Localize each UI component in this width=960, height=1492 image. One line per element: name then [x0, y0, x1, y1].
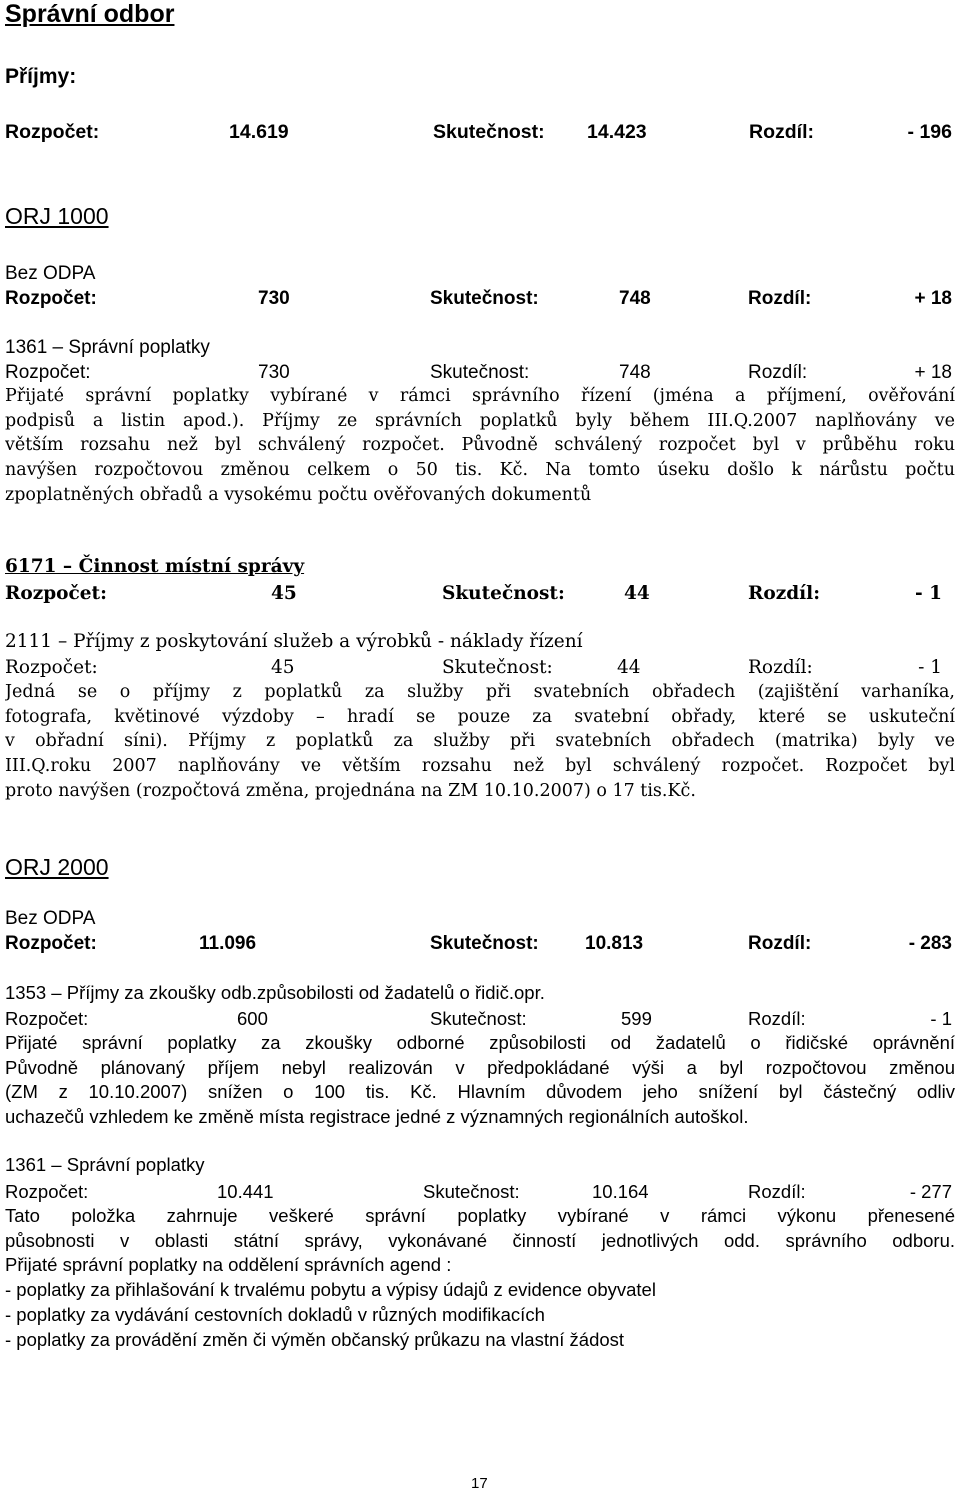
actual-value: 10.164 [592, 1181, 649, 1202]
list-item: - poplatky za přihlašování k trvalému pobytu a výpisy údajů z evidence obyvatel [5, 1279, 656, 1301]
actual-value: 748 [619, 362, 651, 383]
budget-value: 730 [258, 288, 290, 309]
item-6171-title: 6171 – Činnost místní správy [5, 556, 305, 577]
item-1353-row [5, 1008, 952, 1030]
budget-label: Rozpočet: [5, 362, 91, 383]
item-2111-title: 2111 – Příjmy z poskytování služeb a výrobků - náklady řízení [5, 631, 583, 652]
item-1361-row [5, 362, 952, 384]
budget-value: 14.619 [229, 121, 289, 143]
actual-value: 599 [621, 1008, 652, 1029]
orj2000-sub: Bez ODPA [5, 908, 96, 929]
actual-label: Skutečnost: [430, 288, 539, 309]
diff-value: - 196 [907, 121, 952, 143]
item-1361-b-title: 1361 – Správní poplatky [5, 1154, 205, 1175]
item-1361-title: 1361 – Správní poplatky [5, 337, 210, 358]
diff-value: - 1 [918, 657, 942, 678]
diff-label: Rozdíl: [748, 288, 812, 309]
diff-label: Rozdíl: [749, 121, 814, 143]
actual-label: Skutečnost: [442, 657, 553, 678]
budget-label: Rozpočet: [5, 933, 97, 954]
budget-value: 45 [271, 657, 295, 678]
diff-label: Rozdíl: [748, 1181, 806, 1202]
orj1000-sub: Bez ODPA [5, 263, 96, 284]
diff-value: + 18 [914, 288, 952, 309]
summary-row [5, 121, 952, 143]
budget-value: 45 [271, 583, 297, 604]
item-6171-totals [5, 583, 952, 605]
text-line: proto navýšen (rozpočtová změna, projednána na ZM 10.10.2007) o 17 tis.Kč. [5, 780, 696, 801]
actual-label: Skutečnost: [423, 1181, 520, 1202]
text-line: uchazečů vzhledem ke změně místa registrace jedné z významných regionálních autoškol. [5, 1106, 749, 1128]
text-line: působnosti v oblasti státní správy, vykonávané činností jednotlivých odd. správního odboru. [5, 1229, 955, 1251]
diff-value: - 1 [930, 1008, 952, 1029]
diff-value: + 18 [914, 362, 952, 383]
item-2111-row [5, 657, 952, 679]
actual-label: Skutečnost: [442, 583, 565, 604]
budget-label: Rozpočet: [5, 121, 100, 143]
text-line: fotografa, květinové výzdoby – hradí se pouze za svatební obřady, které se uskuteční [5, 706, 955, 727]
text-line: (ZM z 10.10.2007) snížen o 100 tis. Kč. Hlavním důvodem jeho snížení byl částečný odliv [5, 1081, 955, 1103]
diff-label: Rozdíl: [748, 933, 812, 954]
text-line: v obřadní síni). Příjmy z poplatků za služby při svatebních obřadech (matrika) byly ve [5, 731, 955, 752]
text-line: Přijaté správní poplatky za zkoušky odborné způsobilosti od žadatelů o řidičské oprávnění [5, 1032, 955, 1053]
item-1353-title: 1353 – Příjmy za zkoušky odb.způsobilosti od žadatelů o řidič.opr. [5, 982, 545, 1003]
budget-label: Rozpočet: [5, 657, 98, 678]
actual-value: 44 [617, 657, 641, 678]
diff-label: Rozdíl: [748, 1008, 806, 1029]
item-1361-description [5, 384, 955, 508]
actual-value: 748 [619, 288, 651, 309]
diff-label: Rozdíl: [748, 657, 813, 678]
text-line: Jedná se o příjmy z poplatků za služby při svatebních obřadech (zajištění varhaníka, [5, 682, 955, 702]
budget-value: 10.441 [217, 1181, 274, 1202]
text-line: navýšen rozpočtovou změnou celkem o 50 tis. Kč. Na tomto úseku došlo k nárůstu počtu [5, 460, 955, 481]
budget-label: Rozpočet: [5, 1181, 89, 1202]
budget-label: Rozpočet: [5, 288, 97, 309]
text-line: větším rozsahu než byl schválený rozpočet. Původně schválený rozpočet byl v průběhu roku [5, 435, 955, 456]
budget-label: Rozpočet: [5, 583, 107, 604]
orj1000-totals [5, 288, 952, 310]
item-1353-description [5, 1031, 955, 1130]
text-line: III.Q.roku 2007 naplňovány ve větším rozsahu než byl schválený rozpočet. Rozpočet byl [5, 756, 955, 777]
diff-label: Rozdíl: [748, 583, 821, 604]
actual-label: Skutečnost: [430, 1008, 527, 1029]
diff-label: Rozdíl: [748, 362, 808, 383]
item-1361-b-row [5, 1181, 952, 1203]
actual-label: Skutečnost: [433, 121, 545, 143]
text-line: podpisů a listin apod.). Příjmy ze správních poplatků byly během III.Q.2007 naplňovány ve [5, 410, 955, 431]
actual-value: 10.813 [585, 933, 644, 954]
income-heading: Příjmy: [5, 65, 77, 88]
budget-value: 600 [237, 1008, 268, 1029]
actual-value: 14.423 [587, 121, 647, 143]
actual-value: 44 [624, 583, 650, 604]
actual-label: Skutečnost: [430, 362, 530, 383]
actual-label: Skutečnost: [430, 933, 539, 954]
orj2000-heading: ORJ 2000 [5, 854, 109, 880]
page-number: 17 [471, 1475, 488, 1492]
item-1361-b-description [5, 1204, 955, 1352]
list-item: - poplatky za vydávání cestovních dokladů v různých modifikacích [5, 1303, 545, 1325]
budget-label: Rozpočet: [5, 1008, 89, 1029]
text-line: zpoplatněných obřadů a vysokému počtu ověřovaných dokumentů [5, 484, 592, 505]
text-line: Tato položka zahrnuje veškeré správní poplatky vybírané v rámci výkonu přenesené [5, 1205, 955, 1226]
diff-value: - 277 [909, 1181, 952, 1202]
item-2111-description [5, 680, 955, 804]
budget-value: 11.096 [199, 933, 257, 954]
orj1000-heading: ORJ 1000 [5, 203, 109, 229]
text-line: Přijaté správní poplatky vybírané v rámci správního řízení (jména a příjmení, ověřování [5, 386, 955, 406]
budget-value: 730 [258, 362, 290, 383]
diff-value: - 1 [915, 583, 942, 604]
page-title: Správní odbor [5, 0, 175, 28]
text-line: Původně plánovaný příjem nebyl realizován v předpokládané výši a byl rozpočtovou změnou [5, 1056, 955, 1078]
orj2000-totals [5, 933, 952, 955]
list-item: - poplatky za provádění změn či výměn občanský průkazu na vlastní žádost [5, 1328, 625, 1350]
diff-value: - 283 [908, 933, 952, 954]
text-line: Přijaté správní poplatky na oddělení správních agend : [5, 1254, 452, 1276]
